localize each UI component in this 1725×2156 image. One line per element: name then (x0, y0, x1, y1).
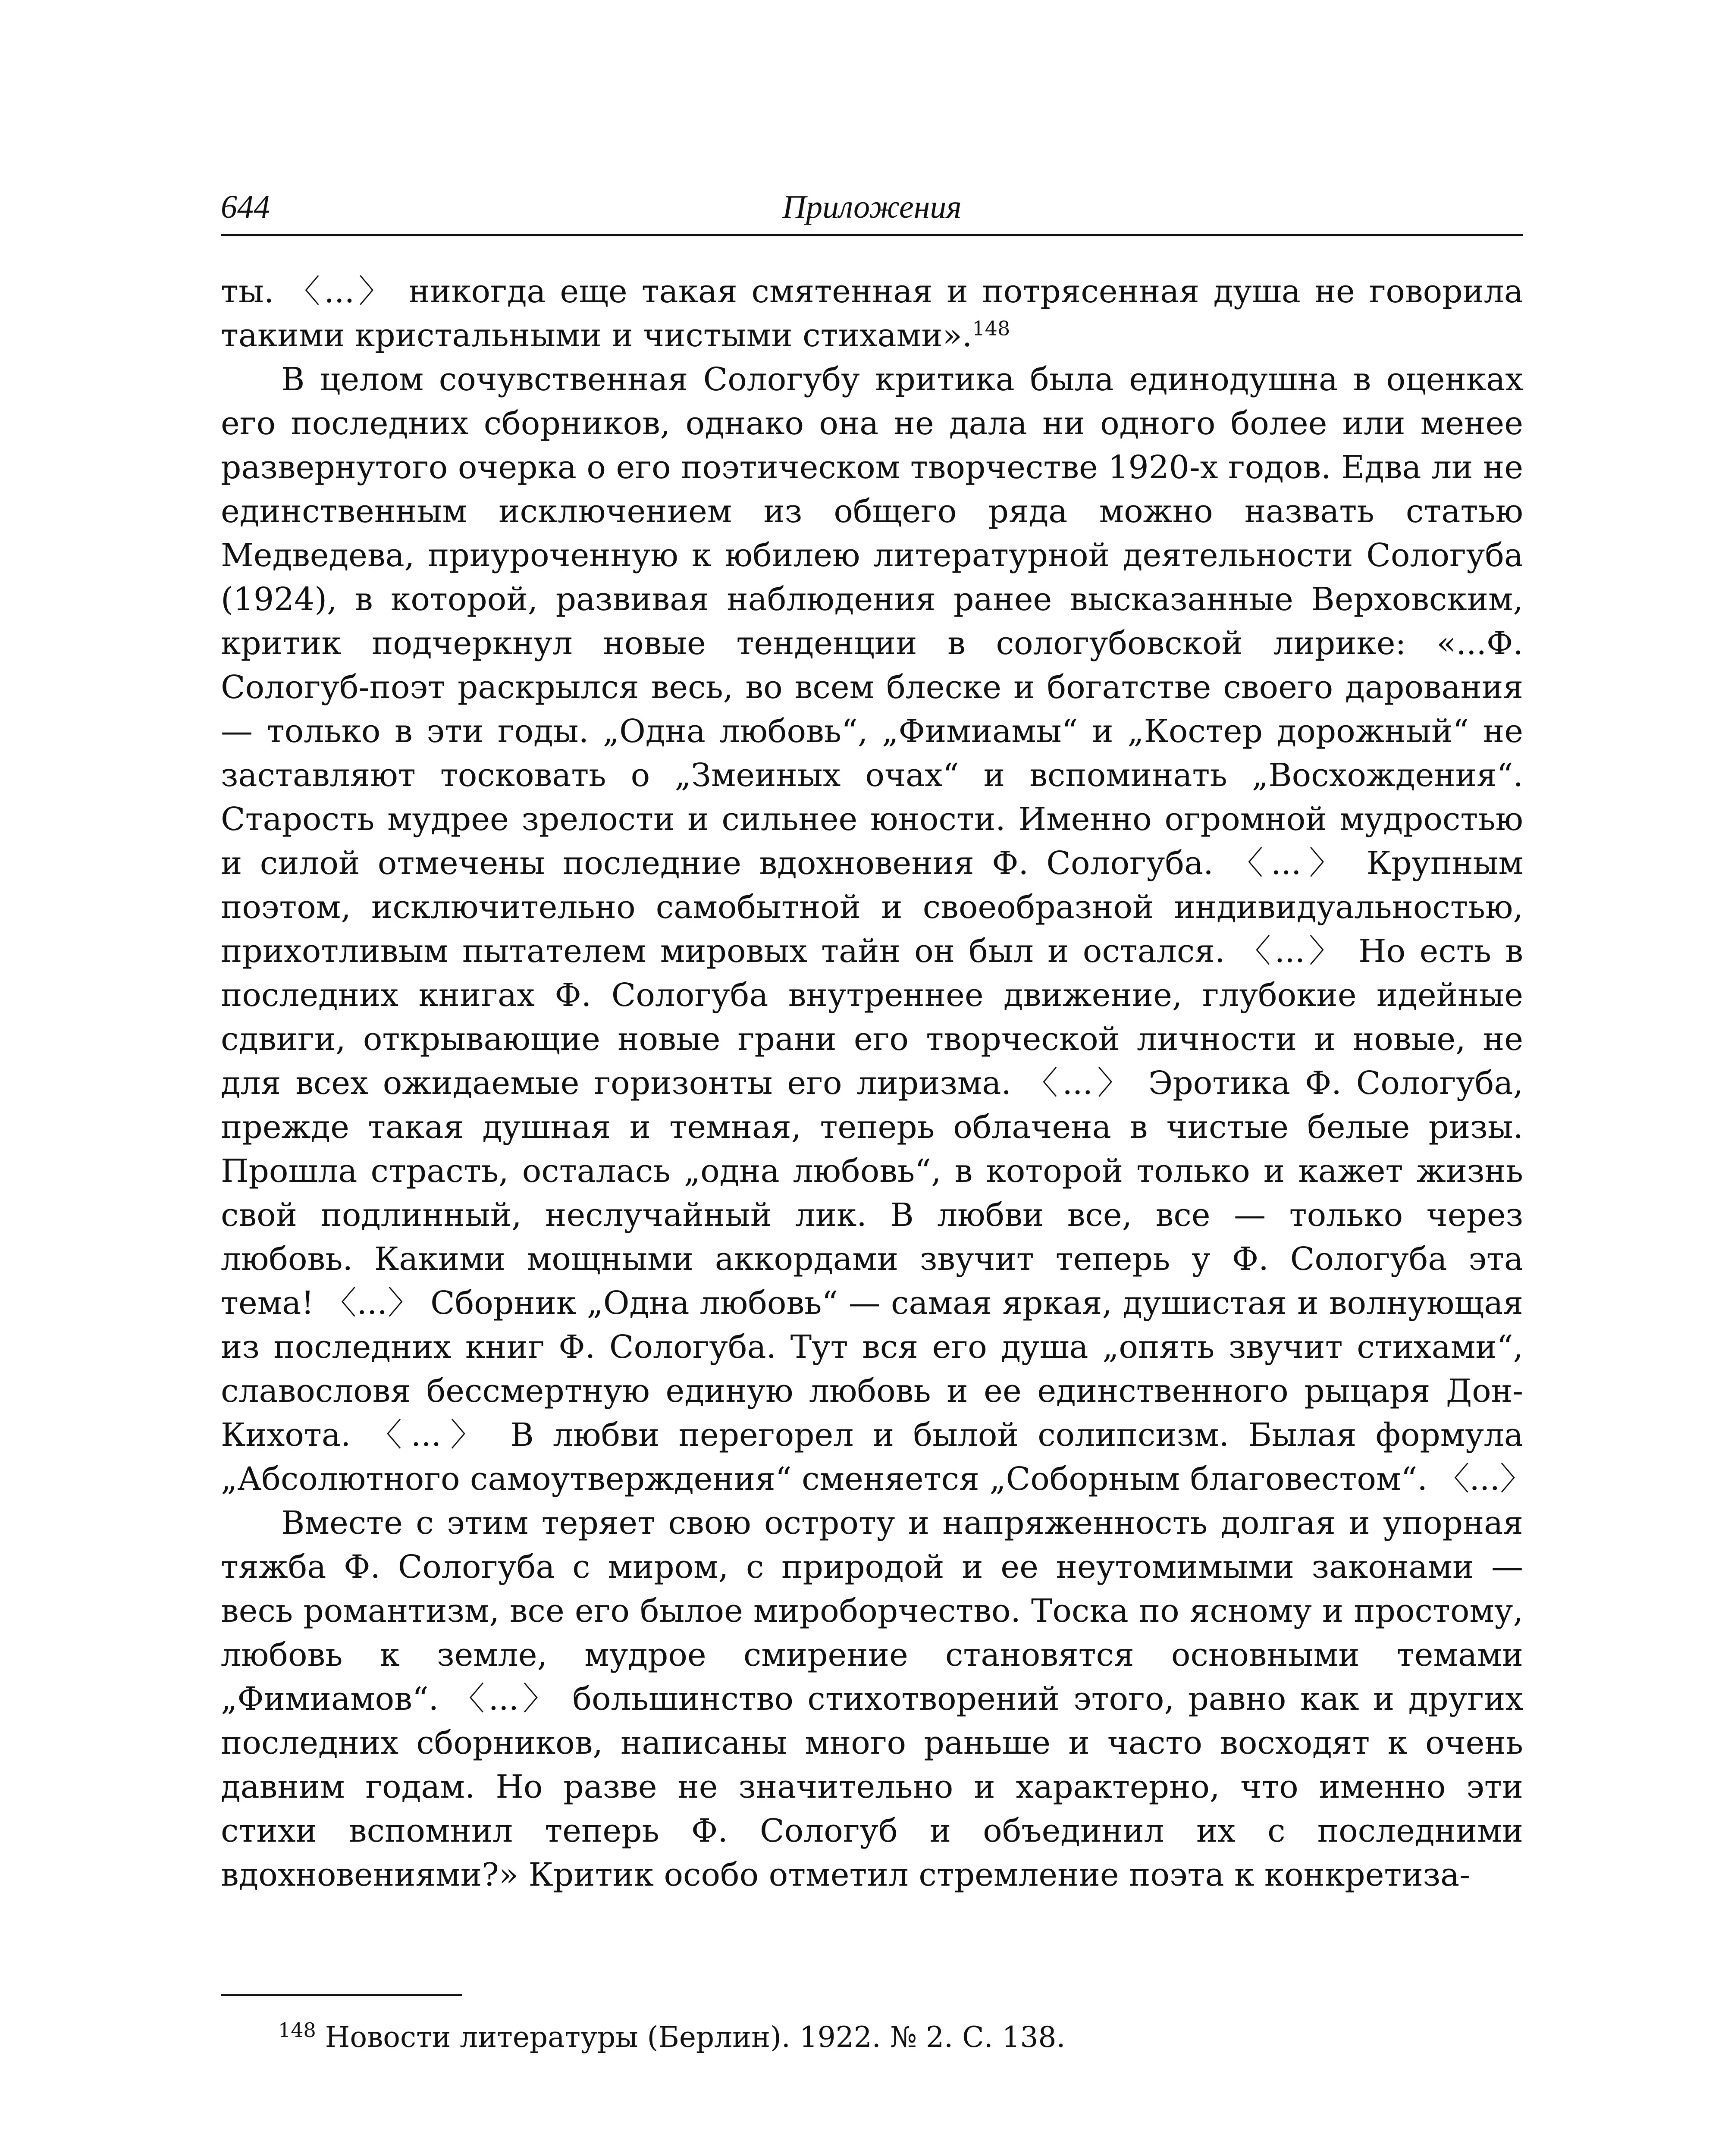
paragraph-1 (221, 270, 1523, 357)
footnote-text: Новости литературы (Берлин). 1922. № 2. С. 138. (316, 2021, 1066, 2054)
running-title: Приложения (782, 189, 962, 225)
page-number: 644 (221, 189, 270, 225)
footnote (278, 2018, 1520, 2057)
header-rule (221, 234, 1523, 236)
footnote-reference: 148 (972, 317, 1010, 340)
paragraph-3: Вместе с этим теряет свою остроту и напряженность долгая и упорная тяжба Ф. Сологуба с миром, с природой и ее неутомимыми законами — весь романтизм, все его былое мироборчество. Тоска по ясному и простому, любовь к земле, мудрое смирение становятся основными темами „Фимиамов“. 〈...〉 большинство стихотворений этого, равно как и других последних сборников, написаны много раньше и часто восходят к очень давним годам. Но разве не значительно и характерно, что именно эти стихи вспомнил теперь Ф. Сологуб и объединил их с последними вдохновениями?» Критик особо отметил стремление поэта к конкретиза- (221, 1504, 1523, 1893)
main-text (221, 270, 1532, 1897)
footnote-number: 148 (278, 2018, 316, 2042)
footnote-rule (221, 1994, 462, 1996)
paragraph-1-text: ты. 〈...〉 никогда еще такая смятенная и потрясенная душа не говорила такими кристальными и чистыми стихами». (221, 273, 1523, 354)
paragraph-2: В целом сочувственная Сологубу критика была единодушна в оценках его последних сборников, однако она не дала ни одного более или менее развернутого очерка о его поэтическом творчестве 1920-х годов. Едва ли не единственным исключением из общего ряда можно назвать статью Медведева, приуроченную к юбилею литературной деятельности Сологуба (1924), в которой, развивая наблюдения ранее высказанные Верховским, критик подчеркнул новые тенденции в сологубовской лирике: «...Ф. Сологуб-поэт раскрылся весь, во всем блеске и богатстве своего дарования — только в эти годы. „Одна любовь“, „Фимиамы“ и „Костер дорожный“ не заставляют тосковать о „Змеиных очах“ и вспоминать „Восхождения“. Старость мудрее зрелости и сильнее юности. Именно огромной мудростью и силой отмечены последние вдохновения Ф. Сологуба. 〈...〉 Крупным поэтом, исключительно самобытной и своеобразной индивидуальностью, прихотливым пытателем мировых тайн он был и остался. 〈...〉 Но есть в последних книгах Ф. Сологуба внутреннее движение, глубокие идейные сдвиги, открывающие новые грани его творческой личности и новые, не для всех ожидаемые горизонты его лиризма. 〈...〉 Эротика Ф. Сологуба, прежде такая душная и темная, теперь облачена в чистые белые ризы. Прошла страсть, осталась „одна любовь“, в которой только и кажет жизнь свой подлинный, неслучайный лик. В любви все, все — только через любовь. Какими мощными аккордами звучит теперь у Ф. Сологуба эта тема! 〈...〉 Сборник „Одна любовь“ — самая яркая, душистая и волнующая из последних книг Ф. Сологуба. Тут вся его душа „опять звучит стихами“, славословя бессмертную единую любовь и ее единственного рыцаря Дон-Кихота. 〈...〉 В любви перегорел и былой солипсизм. Былая формула „Абсолютного самоутверждения“ сменяется „Соборным благовестом“. 〈...〉 (221, 361, 1532, 1498)
page-header (221, 185, 1523, 233)
